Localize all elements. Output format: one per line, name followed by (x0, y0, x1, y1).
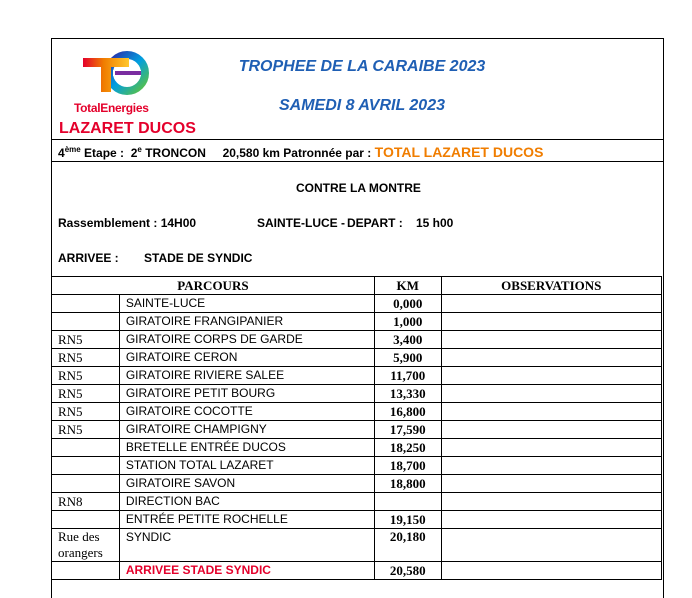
logo-wordmark: TotalEnergies (74, 101, 149, 115)
rassemblement-place: SAINTE-LUCE - (257, 216, 345, 230)
observations-cell (441, 439, 661, 457)
table-row (52, 313, 662, 331)
arrivee-label: ARRIVEE : (58, 251, 119, 265)
observations-cell (441, 367, 661, 385)
observations-cell (441, 421, 661, 439)
table-row (52, 331, 662, 349)
place-cell: SAINTE-LUCE (119, 295, 374, 313)
place-cell: GIRATOIRE CERON (119, 349, 374, 367)
observations-cell (441, 313, 661, 331)
km-cell: 18,250 (374, 439, 441, 457)
road-cell (52, 439, 120, 457)
observations-cell (441, 475, 661, 493)
road-cell: RN5 (52, 421, 120, 439)
road-cell: RN5 (52, 367, 120, 385)
event-date: SAMEDI 8 AVRIL 2023 (279, 97, 445, 114)
sponsor-name: TOTAL LAZARET DUCOS (374, 144, 544, 160)
place-cell: GIRATOIRE PETIT BOURG (119, 385, 374, 403)
observations-cell (441, 457, 661, 475)
place-cell: GIRATOIRE SAVON (119, 475, 374, 493)
table-row (52, 421, 662, 439)
km-cell: 18,700 (374, 457, 441, 475)
km-cell: 0,000 (374, 295, 441, 313)
stage-etape: Etape : (84, 146, 125, 160)
event-title: TROPHEE DE LA CARAIBE 2023 (238, 58, 486, 75)
table-row (52, 475, 662, 493)
observations-cell (441, 529, 661, 562)
place-cell: SYNDIC (119, 529, 374, 562)
observations-cell (441, 331, 661, 349)
road-cell (52, 475, 120, 493)
km-cell: 19,150 (374, 511, 441, 529)
km-cell: 5,900 (374, 349, 441, 367)
table-row (52, 385, 662, 403)
place-cell: ARRIVEE STADE SYNDIC (119, 562, 374, 580)
table-row (52, 367, 662, 385)
km-cell: 20,180 (374, 529, 441, 562)
stage-line (58, 144, 543, 160)
place-cell: GIRATOIRE CHAMPIGNY (119, 421, 374, 439)
totalenergies-logo-icon (77, 48, 153, 98)
place-cell: ENTRÉE PETITE ROCHELLE (119, 511, 374, 529)
document-sheet (51, 38, 664, 598)
place-cell: GIRATOIRE RIVIERE SALEE (119, 367, 374, 385)
observations-cell (441, 511, 661, 529)
troncon-number: 2 (130, 146, 138, 160)
table-row (52, 439, 662, 457)
depart-time: 15 h00 (416, 216, 454, 230)
troncon-suffix: e (137, 145, 142, 154)
observations-cell (441, 295, 661, 313)
table-row (52, 493, 662, 511)
road-cell: RN5 (52, 403, 120, 421)
road-cell (52, 562, 120, 580)
km-cell: 17,590 (374, 421, 441, 439)
club-name: LAZARET DUCOS (59, 120, 196, 137)
km-cell: 11,700 (374, 367, 441, 385)
observations-cell (441, 349, 661, 367)
table-row (52, 295, 662, 313)
km-cell: 16,800 (374, 403, 441, 421)
place-cell: DIRECTION BAC (119, 493, 374, 511)
road-cell: RN5 (52, 385, 120, 403)
observations-cell (441, 493, 661, 511)
observations-cell (441, 562, 661, 580)
road-cell: Rue des orangers (52, 529, 120, 562)
place-cell: BRETELLE ENTRÉE DUCOS (119, 439, 374, 457)
road-cell (52, 511, 120, 529)
km-cell: 18,800 (374, 475, 441, 493)
arrivee-place: STADE DE SYNDIC (144, 251, 253, 265)
observations-cell (441, 385, 661, 403)
route-table (51, 276, 662, 580)
km-cell: 13,330 (374, 385, 441, 403)
road-cell: RN5 (52, 331, 120, 349)
km-cell: 3,400 (374, 331, 441, 349)
place-cell: STATION TOTAL LAZARET (119, 457, 374, 475)
header-parcours: PARCOURS (52, 277, 375, 295)
stage-distance: 20,580 km Patronnée par : (222, 146, 372, 160)
divider (52, 161, 663, 162)
observations-cell (441, 403, 661, 421)
road-cell (52, 313, 120, 331)
table-header-row (52, 277, 662, 295)
stage-number-suffix: ème (64, 145, 81, 154)
troncon-word: TRONCON (145, 146, 206, 160)
table-row (52, 529, 662, 562)
road-cell (52, 295, 120, 313)
race-type: CONTRE LA MONTRE (296, 181, 421, 195)
km-cell: 20,580 (374, 562, 441, 580)
stage-number: 4 (58, 146, 65, 160)
header-km: KM (374, 277, 441, 295)
table-row (52, 403, 662, 421)
totalenergies-logo (74, 48, 164, 118)
road-cell: RN5 (52, 349, 120, 367)
km-cell (374, 493, 441, 511)
place-cell: GIRATOIRE CORPS DE GARDE (119, 331, 374, 349)
road-cell (52, 457, 120, 475)
depart-label: DEPART : (347, 216, 403, 230)
road-cell: RN8 (52, 493, 120, 511)
header-observations: OBSERVATIONS (441, 277, 661, 295)
km-cell: 1,000 (374, 313, 441, 331)
table-row (52, 562, 662, 580)
rassemblement-label: Rassemblement : 14H00 (58, 216, 197, 230)
place-cell: GIRATOIRE FRANGIPANIER (119, 313, 374, 331)
divider (52, 139, 663, 140)
place-cell: GIRATOIRE COCOTTE (119, 403, 374, 421)
table-row (52, 349, 662, 367)
table-row (52, 511, 662, 529)
table-row (52, 457, 662, 475)
